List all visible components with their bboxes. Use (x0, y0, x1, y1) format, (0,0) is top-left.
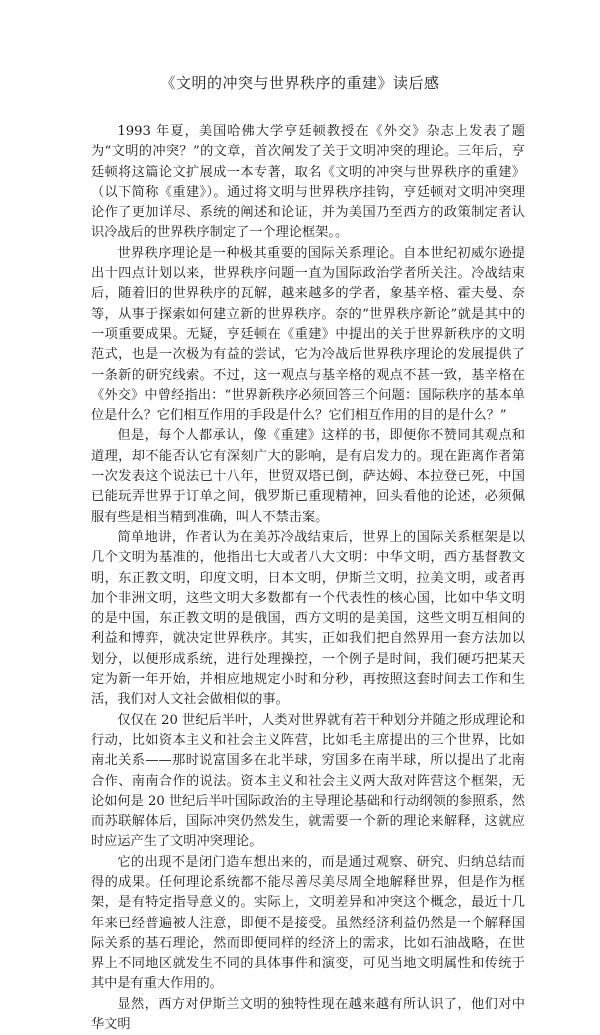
paragraph: 1993 年夏，美国哈佛大学亨廷顿教授在《外交》杂志上发表了题为“文明的冲突？”的文章，首次阐发了关于文明冲突的理论。三年后，亨廷顿将这篇论文扩展成一本专著，取名《文明的冲突与世界秩序的重建》（以下简称《重建》）。通过将文明与世界秩序挂钩，亨廷顿对文明冲突理论作了更加详尽、系统的阐述和论证，并为美国乃至西方的政策制定者认识冷战后的世界秩序制定了一个理论框架。。 (91, 124, 525, 241)
paragraph: 仅仅在 20 世纪后半叶，人类对世界就有若干种划分并随之形成理论和行动，比如资本主义和社会主义阵营，比如毛主席提出的三个世界，比如南北关系——那时说富国多在北半球，穷国多在南半球，所以提出了北南合作、南南合作的说法。资本主义和社会主义两大敌对阵营这个框架，无论如何是 20 世纪后半叶国际政治的主导理论基础和行动纲领的参照系，然而苏联解体后，国际冲突仍然发生，就需要一个新的理论来解释，这就应时应运产生了文明冲突理论。 (91, 712, 525, 850)
paragraph: 它的出现不是闭门造车想出来的，而是通过观察、研究、归纳总结而得的成果。任何理论系统都不能尽善尽美尽周全地解释世界，但是作为框架，是有特定指导意义的。实际上，文明差异和冲突这个概念，最近十几年来已经普遍被人注意，即便不是接受。虽然经济利益仍然是一个解释国际关系的基石理论，然而即便同样的经济上的需求，比如石油战略，在世界上不同地区就发生不同的具体事件和演变，可见当地文明属性和传统于其中是有重大作用的。 (91, 854, 525, 992)
paragraph: 简单地讲，作者认为在美苏冷战结束后，世界上的国际关系框架是以几个文明为基准的，他指出七大或者八大文明：中华文明，西方基督教文明，东正教文明，印度文明，日本文明，伊斯兰文明，拉美文明，或者再加个非洲文明，这些文明大多数都有一个代表性的核心国，比如中华文明的是中国，东正教文明的是俄国，西方文明的是美国，这些文明互相间的利益和博弈，就决定世界秩序。其实，正如我们把自然界用一套方法加以划分，以便形成系统，进行处理操控，一个例子是时间，我们硬巧把某天定为新一年开始，并相应地规定小时和分秒，再按照这套时间去工作和生活，我们对人文社会做相似的事。 (91, 529, 525, 708)
document-body (91, 122, 525, 1035)
paragraph: 显然，西方对伊斯兰文明的独特性现在越来越有所认识了，他们对中华文明 (91, 996, 525, 1033)
paragraph: 但是，每个人都承认，像《重建》这样的书，即便你不赞同其观点和道理，却不能否认它有深刻广大的影响，是有启发力的。现在距离作者第一次发表这个说法已十八年，世贸双塔已倒，萨达姆、本拉登已死，中国已能玩弄世界于订单之间，俄罗斯已重现精神，回头看他的论述，必须佩服有些是相当精到准确，叫人不禁击案。 (91, 428, 525, 525)
document-title: 《文明的冲突与世界秩序的重建》读后感 (160, 74, 440, 92)
paragraph: 世界秩序理论是一种极其重要的国际关系理论。自本世纪初威尔逊提出十四点计划以来，世界秩序问题一直为国际政治学者所关注。冷战结束后，随着旧的世界秩序的瓦解，越来越多的学者，象基辛格、霍夫曼、奈等，从事于探索如何建立新的世界秩序。奈的“世界秩序新论”就是其中的一项重要成果。无疑，亨廷顿在《重建》中提出的关于世界新秩序的文明范式，也是一次极为有益的尝试，它为冷战后世界秩序理论的发展提供了一条新的研究线索。不过，这一观点与基辛格的观点不甚一致，基辛格在《外交》中曾经指出：“世界新秩序必须回答三个问题：国际秩序的基本单位是什么？它们相互作用的手段是什么？它们相互作用的目的是什么？” (91, 245, 525, 424)
